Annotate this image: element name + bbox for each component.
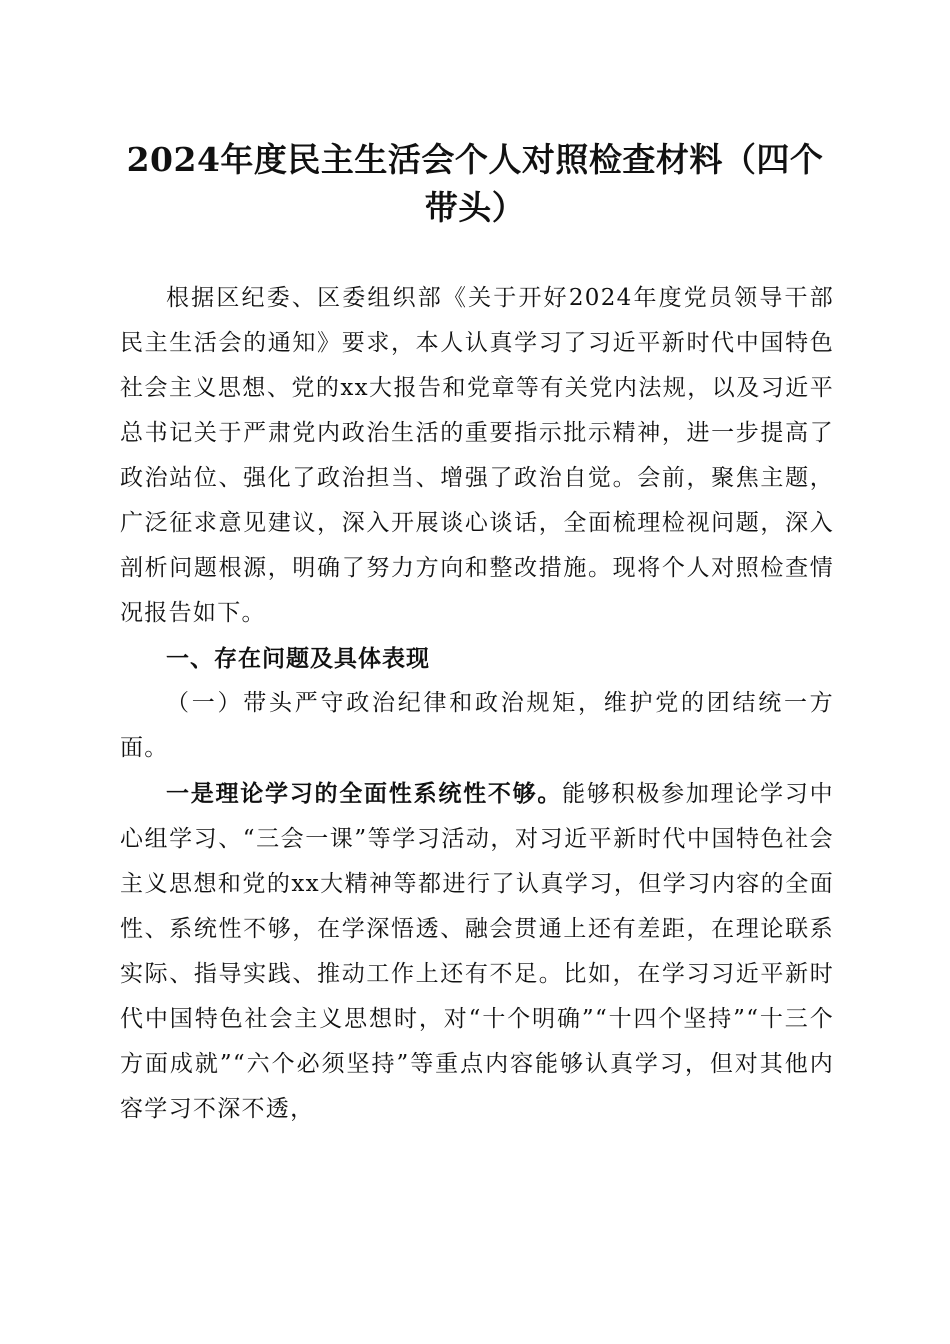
subsection-heading: （一）带头严守政治纪律和政治规矩，维护党的团结统一方面。 [120,690,834,761]
point-text: 能够积极参加理论学习中心组学习、“三会一课”等学习活动，对习近平新时代中国特色社会主义思想和党的xx大精神等都进行了认真学习，但学习内容的全面性、系统性不够，在学深悟透、融会贯通上还有差距，在理论联系实际、指导实践、推动工作上还有不足。比如，在学习习近平新时代中国特色社会主义思想时，对“十个明确”“十四个坚持”“十三个方面成就”“六个必须坚持”等重点内容能够认真学习，但对其他内容学习不深不透， [120,781,834,1122]
intro-paragraph: 根据区纪委、区委组织部《关于开好2024年度党员领导干部民主生活会的通知》要求，本人认真学习了习近平新时代中国特色社会主义思想、党的xx大报告和党章等有关党内法规，以及习近平总书记关于严肃党内政治生活的重要指示批示精神，进一步提高了政治站位、强化了政治担当、增强了政治自觉。会前，聚焦主题，广泛征求意见建议，深入开展谈心谈话，全面梳理检视问题，深入剖析问题根源，明确了努力方向和整改措施。现将个人对照检查情况报告如下。 [120,285,834,626]
point-paragraph [120,771,834,1132]
point-lead: 一是理论学习的全面性系统性不够。 [166,780,563,807]
section-heading: 一、存在问题及具体表现 [166,645,430,672]
document-body [120,276,834,1132]
document-title: 2024年度民主生活会个人对照检查材料（四个带头） [126,140,824,227]
